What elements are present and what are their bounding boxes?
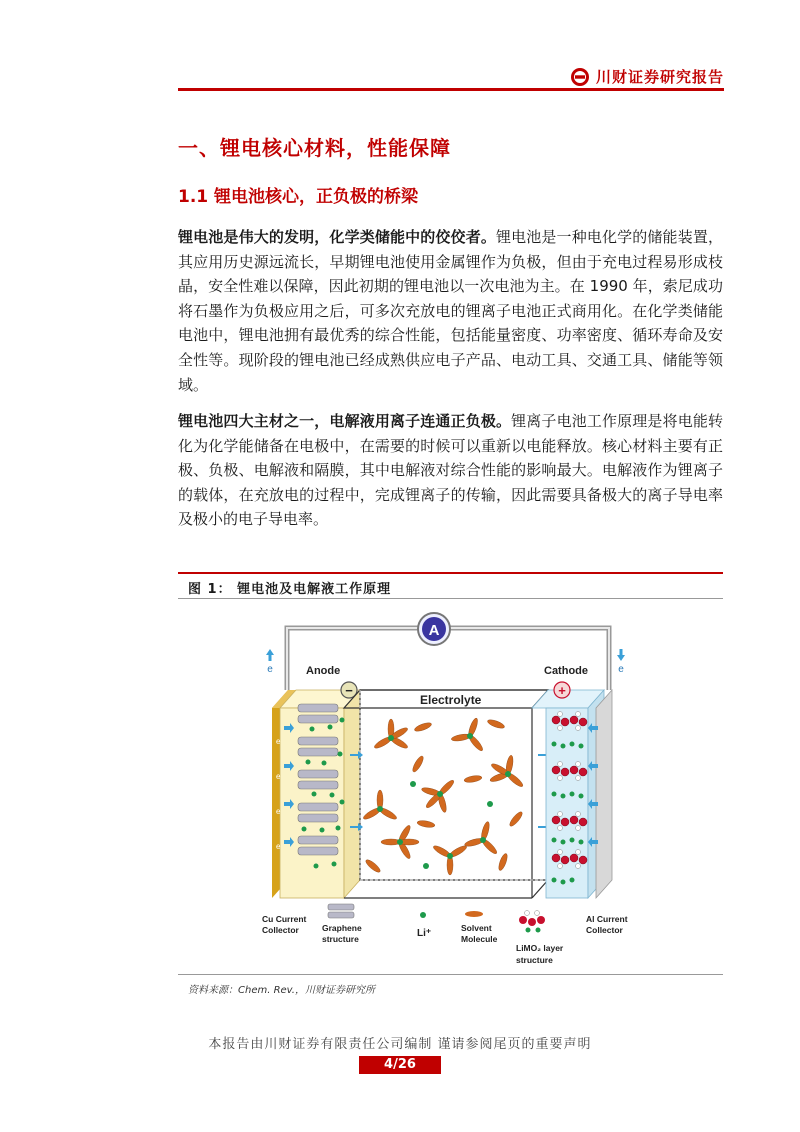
- legend-li-icon: [420, 912, 426, 918]
- legend-limo2-2: structure: [516, 955, 553, 965]
- figure-top-rule: [178, 572, 723, 574]
- logo-icon: [570, 67, 590, 87]
- electrolyte-label: Electrolyte: [420, 693, 482, 707]
- electron-label-right: e: [618, 664, 624, 675]
- paragraph-2-body: 锂离子电池工作原理是将电能转化为化学能储备在电极中，在需要的时候可以重新以电能释放。核心材料主要有正极、负极、电解液和隔膜，其中电解液对综合性能的影响最大。电解液作为锂离子的载体，在充放电的过程中，完成锂离子的传输，因此需要具备极大的离子导电率及极小的电子导电率。: [178, 412, 723, 529]
- anode-sign: −: [345, 683, 353, 698]
- header-divider: [178, 88, 724, 91]
- paragraph-1-lead: 锂电池是伟大的发明，化学类储能中的佼佼者。: [178, 228, 496, 246]
- legend-solvent-icon: [465, 911, 483, 917]
- paragraph-1: [178, 225, 723, 397]
- legend-cu-collector-1: Cu Current: [262, 914, 307, 924]
- legend-graphene-icon: [328, 904, 354, 918]
- battery-diagram: [258, 604, 638, 972]
- legend-solvent-2: Molecule: [461, 934, 498, 944]
- legend-al-collector-1: Al Current: [586, 914, 628, 924]
- svg-text:e: e: [276, 807, 281, 816]
- electron-arrow-left-icon: [266, 649, 274, 675]
- section-title: 一、锂电核心材料，性能保障: [178, 136, 451, 160]
- cathode-sign: +: [558, 683, 566, 698]
- al-current-collector: [596, 690, 612, 898]
- paragraph-2: [178, 409, 723, 532]
- subsection-title: 1.1 锂电池核心，正负极的桥梁: [178, 187, 419, 207]
- legend-graphene-1: Graphene: [322, 923, 362, 933]
- legend: [262, 904, 628, 965]
- legend-cu-collector-2: Collector: [262, 925, 299, 935]
- page-number: 4/26: [359, 1056, 441, 1074]
- figure-caption-rule: [178, 598, 723, 599]
- paragraph-1-body: 锂电池是一种电化学的储能装置，其应用历史源远流长，早期锂电池使用金属锂作为负极，但由于充电过程易形成枝晶，安全性难以保障，因此初期的锂电池以一次电池为主。在 1990 年，索尼成功将石墨作为负极应用之后，可多次充放电的锂离子电池正式商用化。在化学类储能电池中，锂电池拥有最优秀的综合性能，包括能量密度、功率密度、循环寿命及安全性等。现阶段的锂电池已经成熟供应电子产品、电动工具、交通工具、储能等领域。: [178, 228, 723, 394]
- electron-arrow-right-icon: [617, 649, 625, 675]
- figure-caption: 图 1： 锂电池及电解液工作原理: [188, 582, 392, 597]
- legend-limo2-icon: [519, 911, 545, 933]
- legend-solvent-1: Solvent: [461, 923, 492, 933]
- legend-limo2-1: LiMO₂ layer: [516, 943, 564, 953]
- figure-bottom-rule: [178, 974, 723, 975]
- anode-label: Anode: [306, 665, 341, 677]
- svg-text:e: e: [276, 772, 281, 781]
- cathode-sign-icon: [554, 682, 570, 698]
- legend-al-collector-2: Collector: [586, 925, 623, 935]
- ammeter-label: A: [428, 622, 440, 639]
- electron-label-left: e: [267, 664, 273, 675]
- svg-text:e: e: [276, 842, 281, 851]
- paragraph-2-lead: 锂电池四大主材之一，电解液用离子连通正负极。: [178, 412, 512, 430]
- ammeter-icon: [418, 613, 450, 645]
- legend-graphene-2: structure: [322, 934, 359, 944]
- header-brand: [570, 66, 724, 87]
- brand-name: 川财证券研究报告: [595, 68, 724, 86]
- svg-text:e: e: [276, 737, 281, 746]
- figure-source: 资料来源：Chem. Rev.，川财证券研究所: [188, 985, 375, 996]
- footer-disclaimer: 本报告由川财证券有限责任公司编制 谨请参阅尾页的重要声明: [208, 1037, 592, 1052]
- legend-li: Li⁺: [417, 928, 432, 939]
- cathode-label: Cathode: [544, 665, 588, 677]
